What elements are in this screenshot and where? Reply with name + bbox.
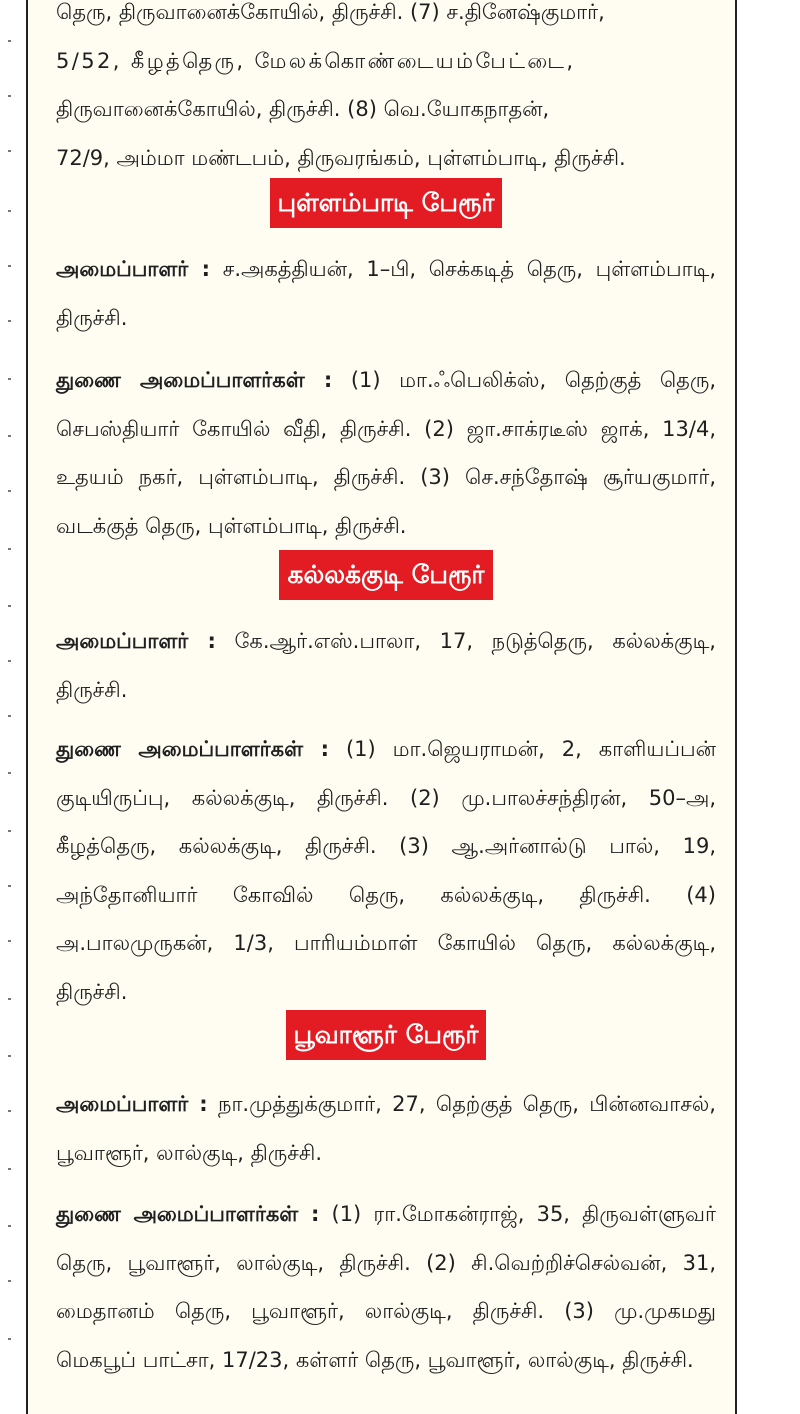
deputies-label: துணை அமைப்பாளர்கள் : [56, 1202, 320, 1226]
section-heading-pullambadi [56, 178, 716, 228]
section-heading-poovalur [56, 1010, 716, 1060]
section-heading-label: கல்லக்குடி பேரூர் [279, 550, 492, 600]
deputies-paragraph-poovalur [56, 1190, 716, 1384]
intro-paragraph [56, 0, 716, 182]
organizer-text: கே.ஆர்.எஸ்.பாலா, 17, நடுத்தெரு, கல்லக்குடி, திருச்சி. [56, 629, 716, 702]
organizer-paragraph-pullambadi [56, 245, 716, 342]
deputies-text: (1) மா.ஃபெலிக்ஸ், தெற்குத் தெரு, செபஸ்தியார் கோயில் வீதி, திருச்சி. (2) ஜா.சாக்ரடீஸ் ஜாக், 13/4, உதயம் நகர், புள்ளம்பாடி, திருச்சி. (3) செ.சந்தோஷ் சூர்யகுமார், வடக்குத் தெரு, புள்ளம்பாடி, திருச்சி. [56, 368, 716, 538]
organizer-paragraph-poovalur [56, 1080, 716, 1177]
deputies-text: (1) ரா.மோகன்ராஜ், 35, திருவள்ளுவர் தெரு, பூவாளூர், லால்குடி, திருச்சி. (2) சி.வெற்றிச்செல்வன், 31, மைதானம் தெரு, பூவாளூர், லால்குடி, திருச்சி. (3) மு.முகமது மெகபூப் பாட்சா, 17/23, கள்ளர் தெரு, பூவாளூர், லால்குடி, திருச்சி. [56, 1202, 716, 1372]
intro-line-1: தெரு, திருவானைக்கோயில், திருச்சி. (7) ச.தினேஷ்குமார், [56, 0, 605, 24]
organizer-text: நா.முத்துக்குமார், 27, தெற்குத் தெரு, பின்னவாசல், பூவாளூர், லால்குடி, திருச்சி. [56, 1092, 716, 1165]
organizer-label: அமைப்பாளர் : [56, 629, 216, 653]
deputies-paragraph-kallakudi [56, 725, 716, 1016]
organizer-paragraph-kallakudi [56, 617, 716, 714]
article-column [26, 0, 737, 1414]
intro-line-4: 72/9, அம்மா மண்டபம், திருவரங்கம், புள்ளம்பாடி, திருச்சி. [56, 145, 626, 170]
right-margin-strip [737, 0, 800, 1414]
left-margin-strip [0, 0, 26, 1414]
intro-line-2: 5/52, கீழத்தெரு, மேலக்கொண்டையம்பேட்டை, [56, 48, 576, 73]
intro-line-3: திருவானைக்கோயில், திருச்சி. (8) வெ.யோகநாதன், [56, 97, 550, 121]
organizer-label: அமைப்பாளர் : [56, 1092, 208, 1116]
organizer-label: அமைப்பாளர் : [56, 257, 210, 281]
section-heading-kallakudi [56, 550, 716, 600]
deputies-paragraph-pullambadi [56, 356, 716, 550]
deputies-label: துணை அமைப்பாளர்கள் : [56, 368, 333, 392]
deputies-label: துணை அமைப்பாளர்கள் : [56, 737, 330, 761]
section-heading-label: பூவாளூர் பேரூர் [286, 1010, 487, 1060]
section-heading-label: புள்ளம்பாடி பேரூர் [270, 178, 503, 228]
organizer-text: ச.அகத்தியன், 1–பி, செக்கடித் தெரு, புள்ளம்பாடி, திருச்சி. [56, 257, 717, 330]
deputies-text: (1) மா.ஜெயராமன், 2, காளியப்பன் குடியிருப்பு, கல்லக்குடி, திருச்சி. (2) மு.பாலச்சந்திரன், 50–அ, கீழத்தெரு, கல்லக்குடி, திருச்சி. (3) ஆ.அர்னால்டு பால், 19, அந்தோனியார் கோவில் தெரு, கல்லக்குடி, திருச்சி. (4) அ.பாலமுருகன், 1/3, பாரியம்மாள் கோயில் தெரு, கல்லக்குடி, திருச்சி. [56, 737, 716, 1004]
